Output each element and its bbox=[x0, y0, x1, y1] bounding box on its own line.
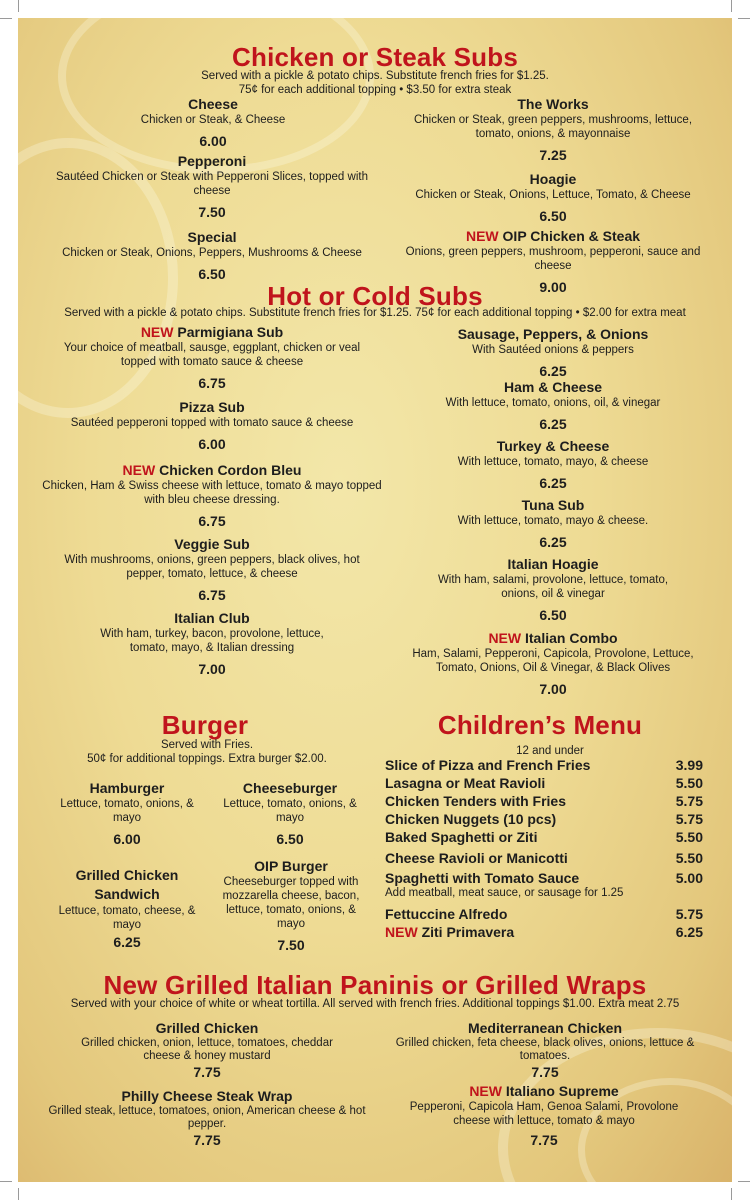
list-item bbox=[385, 757, 703, 774]
item-description: With Sautéed onions & peppers bbox=[472, 344, 634, 356]
crop-mark bbox=[18, 1188, 19, 1200]
item-price: 6.75 bbox=[198, 375, 226, 391]
item-price: 6.00 bbox=[199, 133, 227, 149]
item-price: 5.50 bbox=[675, 775, 703, 791]
menu-item bbox=[392, 630, 714, 698]
list-item bbox=[385, 850, 703, 867]
item-description: Ham, Salami, Pepperoni, Capicola, Provolone, Lettuce, Tomato, Onions, Oil & Vinegar, & Black Olives bbox=[412, 648, 694, 674]
list-item bbox=[385, 906, 703, 923]
item-description: Lettuce, tomato, onions, & mayo bbox=[223, 798, 357, 824]
item-description: Grilled chicken, feta cheese, black olives, onions, lettuce & tomatoes. bbox=[395, 1037, 695, 1062]
new-badge: NEW bbox=[465, 228, 499, 244]
item-name: Pizza Sub bbox=[179, 399, 245, 415]
menu-item bbox=[110, 96, 316, 150]
new-badge: NEW bbox=[385, 924, 418, 940]
item-description: Chicken, Ham & Swiss cheese with lettuce, tomato & mayo topped with bleu cheese dressing. bbox=[42, 480, 382, 506]
item-price: 6.00 bbox=[198, 436, 226, 452]
item-price: 6.50 bbox=[276, 831, 304, 847]
item-name: Philly Cheese Steak Wrap bbox=[121, 1088, 293, 1104]
menu-item bbox=[40, 462, 384, 530]
item-name: Special bbox=[187, 229, 237, 245]
section-note: Served with a pickle & potato chips. Substitute french fries for $1.25. 75¢ for each additional topping • $3.50 for extra steak bbox=[201, 70, 549, 96]
item-price: 5.50 bbox=[675, 850, 703, 866]
new-badge: NEW bbox=[469, 1083, 502, 1099]
item-name: Italian Club bbox=[174, 610, 250, 626]
list-item bbox=[385, 924, 703, 941]
item-name: Grilled Chicken Sandwich bbox=[75, 867, 179, 902]
menu-item bbox=[212, 858, 370, 954]
item-price: 7.75 bbox=[531, 1064, 559, 1080]
item-price: 5.75 bbox=[675, 793, 703, 809]
item-description: Cheeseburger topped with mozzarella cheese, bacon, lettuce, tomato, onions, & mayo bbox=[222, 876, 360, 930]
section-title: Hot or Cold Subs bbox=[267, 281, 483, 311]
item-name: Chicken Nuggets (10 pcs) bbox=[385, 811, 557, 827]
item-price: 5.75 bbox=[675, 811, 703, 827]
new-badge: NEW bbox=[122, 462, 156, 478]
item-name: Turkey & Cheese bbox=[496, 438, 610, 454]
menu-item bbox=[420, 556, 686, 624]
crop-mark bbox=[738, 1181, 750, 1182]
item-name: Spaghetti with Tomato Sauce bbox=[385, 870, 580, 886]
item-name: Cheese bbox=[188, 96, 238, 112]
item-price: 9.00 bbox=[539, 279, 567, 295]
item-description: Sautéed Chicken or Steak with Pepperoni Slices, topped with cheese bbox=[56, 171, 368, 197]
item-name: NEW Italian Combo bbox=[488, 630, 618, 646]
item-name: OIP Burger bbox=[254, 858, 328, 874]
item-description: With mushrooms, onions, green peppers, black olives, hot pepper, tomato, lettuce, & cheese bbox=[64, 554, 360, 580]
crop-mark bbox=[731, 1188, 732, 1200]
menu-item bbox=[395, 171, 711, 225]
item-description: Chicken or Steak, Onions, Peppers, Mushrooms & Cheese bbox=[62, 247, 362, 259]
new-badge: NEW bbox=[140, 324, 174, 340]
crop-mark bbox=[18, 0, 19, 12]
kids-list bbox=[385, 757, 703, 941]
menu-item bbox=[45, 324, 379, 392]
item-description: With lettuce, tomato, mayo, & cheese bbox=[457, 456, 649, 468]
menu-item bbox=[405, 497, 701, 551]
item-name: NEW OIP Chicken & Steak bbox=[465, 228, 641, 244]
list-item bbox=[385, 811, 703, 828]
item-name: The Works bbox=[517, 96, 589, 112]
item-price: 5.00 bbox=[675, 870, 703, 886]
item-name: NEW Italiano Supreme bbox=[469, 1083, 619, 1099]
section-title: New Grilled Italian Paninis or Grilled Wraps bbox=[103, 970, 647, 1000]
new-badge: NEW bbox=[488, 630, 522, 646]
item-price: 7.50 bbox=[198, 204, 226, 220]
menu-item bbox=[45, 536, 379, 604]
menu-item bbox=[45, 1088, 369, 1149]
item-description: With lettuce, tomato, onions, oil, & vinegar bbox=[445, 397, 661, 409]
item-name: Cheese Ravioli or Manicotti bbox=[385, 850, 568, 866]
menu-item bbox=[52, 780, 202, 848]
item-price: 6.50 bbox=[539, 208, 567, 224]
section-note: Served with Fries. 50¢ for additional toppings. Extra burger $2.00. bbox=[87, 739, 327, 765]
item-description: Lettuce, tomato, cheese, & mayo bbox=[58, 905, 196, 931]
item-description: With ham, salami, provolone, lettuce, tomato, onions, oil & vinegar bbox=[437, 574, 669, 600]
item-name: Tuna Sub bbox=[521, 497, 585, 513]
item-price: 6.50 bbox=[198, 266, 226, 282]
item-name: Baked Spaghetti or Ziti bbox=[385, 829, 538, 845]
menu-item bbox=[215, 780, 365, 848]
item-price: 6.25 bbox=[539, 363, 567, 379]
item-name: Slice of Pizza and French Fries bbox=[385, 757, 591, 773]
section-note: Served with your choice of white or wheat tortilla. All served with french fries. Additional toppings $1.00. Extra meat 2.75 bbox=[70, 998, 680, 1010]
menu-item bbox=[82, 610, 342, 678]
item-description: Onions, green peppers, mushroom, pepperoni, sauce and cheese bbox=[405, 246, 701, 272]
item-price: 6.25 bbox=[539, 475, 567, 491]
menu-item bbox=[48, 866, 206, 951]
item-price: 6.50 bbox=[539, 607, 567, 623]
item-price: 6.75 bbox=[198, 587, 226, 603]
item-description: Sautéed pepperoni topped with tomato sauce & cheese bbox=[70, 417, 354, 429]
crop-mark bbox=[731, 0, 732, 12]
menu-item bbox=[52, 153, 372, 221]
item-name: Mediterranean Chicken bbox=[467, 1020, 623, 1036]
crop-mark bbox=[738, 18, 750, 19]
list-item bbox=[385, 775, 703, 792]
item-price: 3.99 bbox=[675, 757, 703, 773]
item-description: Grilled chicken, onion, lettuce, tomatoes, cheddar cheese & honey mustard bbox=[81, 1037, 333, 1062]
item-name: Hamburger bbox=[89, 780, 165, 796]
menu-item bbox=[405, 379, 701, 433]
item-name: NEW Ziti Primavera bbox=[385, 924, 515, 940]
item-name: Lasagna or Meat Ravioli bbox=[385, 775, 546, 791]
item-name: Chicken Tenders with Fries bbox=[385, 793, 567, 809]
item-price: 7.75 bbox=[193, 1064, 221, 1080]
item-name: NEW Parmigiana Sub bbox=[140, 324, 284, 340]
item-price: 6.25 bbox=[675, 924, 703, 940]
list-item bbox=[385, 829, 703, 846]
item-price: 7.25 bbox=[539, 147, 567, 163]
item-name: Cheeseburger bbox=[242, 780, 338, 796]
item-price: 5.75 bbox=[675, 906, 703, 922]
section-note: 12 and under bbox=[516, 745, 584, 757]
menu-item bbox=[395, 96, 711, 164]
menu-item bbox=[405, 438, 701, 492]
section-title: Burger bbox=[161, 710, 249, 740]
item-price: 7.50 bbox=[277, 937, 305, 953]
item-description: Chicken or Steak, & Cheese bbox=[140, 114, 286, 126]
item-price: 6.25 bbox=[539, 534, 567, 550]
item-description: Lettuce, tomato, onions, & mayo bbox=[60, 798, 194, 824]
item-price: 7.00 bbox=[539, 681, 567, 697]
item-description: Pepperoni, Capicola Ham, Genoa Salami, Provolone cheese with lettuce, tomato & mayo bbox=[409, 1101, 679, 1127]
item-addon-note: Add meatball, meat sauce, or sausage for 1.25 bbox=[385, 887, 624, 899]
crop-mark bbox=[0, 1181, 12, 1182]
item-name: Hoagie bbox=[529, 171, 577, 187]
item-name: Fettuccine Alfredo bbox=[385, 906, 508, 922]
menu-item bbox=[62, 1020, 352, 1081]
list-item bbox=[385, 870, 703, 887]
item-price: 7.00 bbox=[198, 661, 226, 677]
item-name: Italian Hoagie bbox=[507, 556, 599, 572]
item-name: Pepperoni bbox=[177, 153, 247, 169]
list-item bbox=[385, 793, 703, 810]
item-name: NEW Chicken Cordon Bleu bbox=[122, 462, 302, 478]
item-description: Chicken or Steak, Onions, Lettuce, Tomato, & Cheese bbox=[415, 189, 691, 201]
item-name: Grilled Chicken bbox=[155, 1020, 259, 1036]
menu-item bbox=[392, 1083, 696, 1149]
item-price: 7.75 bbox=[193, 1132, 221, 1148]
item-price: 6.00 bbox=[113, 831, 141, 847]
item-price: 5.50 bbox=[675, 829, 703, 845]
menu-item bbox=[42, 229, 382, 283]
item-name: Veggie Sub bbox=[174, 536, 250, 552]
item-name: Ham & Cheese bbox=[503, 379, 603, 395]
item-name: Sausage, Peppers, & Onions bbox=[457, 326, 649, 342]
crop-mark bbox=[0, 18, 12, 19]
menu-item bbox=[45, 399, 379, 453]
section-title: Children’s Menu bbox=[437, 710, 643, 740]
item-description: Your choice of meatball, sausge, eggplant, chicken or veal topped with tomato sauce & cheese bbox=[63, 342, 361, 368]
menu-item bbox=[405, 326, 701, 380]
section-title: Chicken or Steak Subs bbox=[232, 42, 518, 72]
section-note: Served with a pickle & potato chips. Substitute french fries for $1.25. 75¢ for each additional topping • $2.00 for extra meat bbox=[64, 307, 686, 319]
item-description: With lettuce, tomato, mayo & cheese. bbox=[457, 515, 649, 527]
item-price: 7.75 bbox=[530, 1132, 558, 1148]
item-price: 6.25 bbox=[539, 416, 567, 432]
item-description: Chicken or Steak, green peppers, mushrooms, lettuce, tomato, onions, & mayonnaise bbox=[413, 114, 693, 140]
item-description: Grilled steak, lettuce, tomatoes, onion, American cheese & hot pepper. bbox=[48, 1105, 366, 1130]
menu-item bbox=[382, 1020, 708, 1081]
item-price: 6.75 bbox=[198, 513, 226, 529]
item-price: 6.25 bbox=[113, 934, 141, 950]
item-description: With ham, turkey, bacon, provolone, lettuce, tomato, mayo, & Italian dressing bbox=[100, 628, 324, 654]
